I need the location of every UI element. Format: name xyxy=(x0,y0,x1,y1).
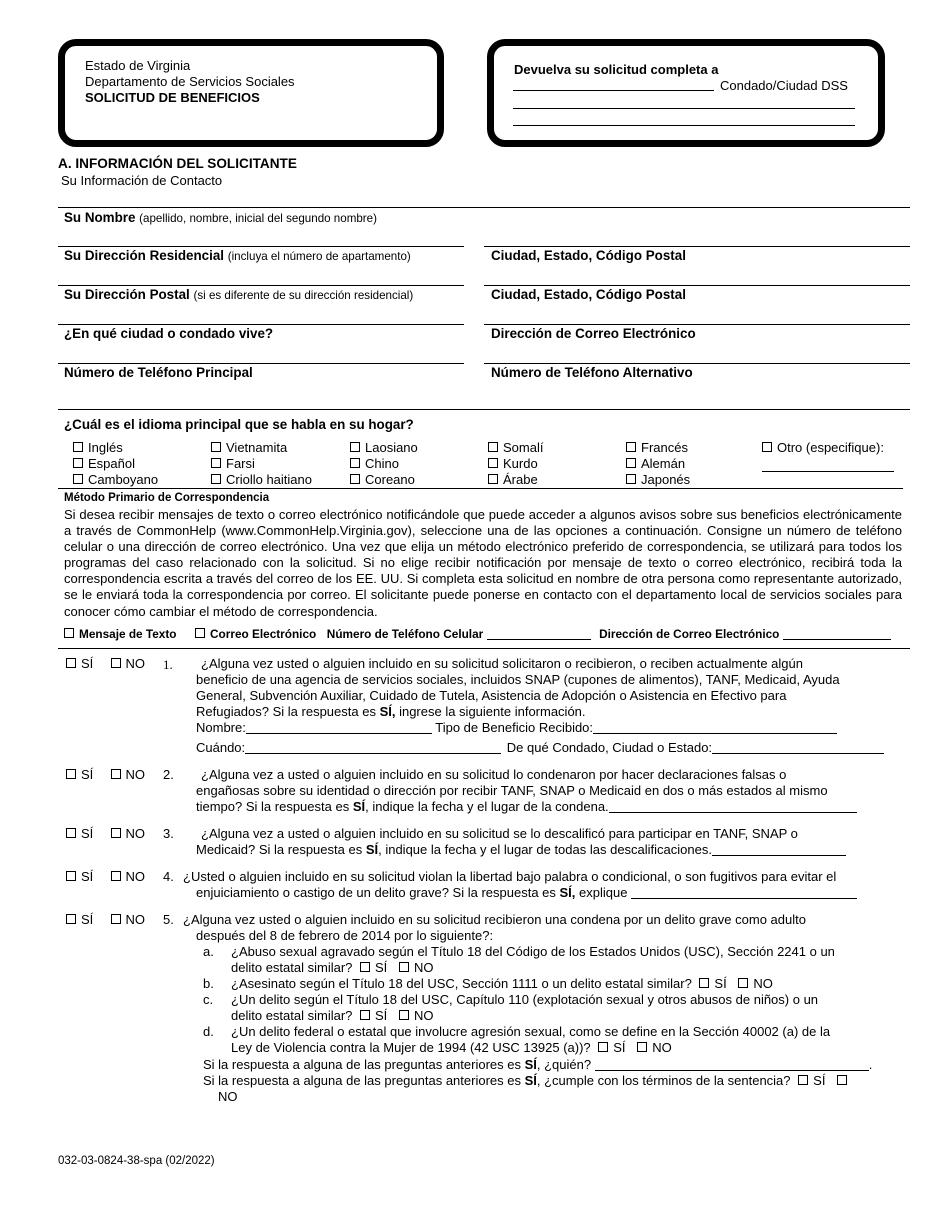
q5a-no[interactable]: NO xyxy=(391,960,434,975)
cell-phone-label: Número de Teléfono Celular xyxy=(326,627,484,641)
q4-text: ¿Usted o alguien incluido en su solicitud violan la libertad bajo palabra o condicional, o son fugitivos para evitar el enjuiciamiento o castigo de un delito grave? Si la respuesta es SÍ, explique xyxy=(183,869,903,901)
q5-letter-d: d. xyxy=(203,1024,214,1039)
language-label: Kurdo xyxy=(503,456,538,471)
q5-number: 5. xyxy=(163,912,174,927)
q2-answer-line[interactable] xyxy=(609,800,857,813)
rule-name xyxy=(58,246,464,247)
language-option[interactable] xyxy=(626,472,690,488)
q4-answer-line[interactable] xyxy=(631,886,857,899)
q1-yes[interactable]: SÍ xyxy=(66,656,93,671)
q5-yes-no xyxy=(66,912,145,927)
language-label: Árabe xyxy=(503,472,538,487)
language-option[interactable] xyxy=(211,440,287,456)
language-option[interactable] xyxy=(211,456,255,472)
language-other[interactable]: Otro (especifique): xyxy=(762,440,884,456)
form-number: 032-03-0824-38-spa (02/2022) xyxy=(58,1155,215,1167)
q5c-yes[interactable]: SÍ xyxy=(356,1008,387,1023)
language-option[interactable] xyxy=(488,472,538,488)
q5-text: ¿Alguna vez usted o alguien incluido en su solicitud recibieron una condena por un delito grave como adulto después del 8 de febrero de 2014 por lo siguiente?: xyxy=(183,912,806,944)
q1-text: ¿Alguna vez usted o alguien incluido en su solicitud solicitaron o recibieron, o reciben actualmente algún beneficio de una agencia de servicios sociales, incluidos SNAP (cupones de alimentos), TANF, Medicaid, Ayuda General, Subvención Auxiliar, Cuidado de Tutela, Asistencia de Adopción o Asistencia en Efectivo para Refugiados? Si la respuesta es SÍ, ingrese la siguiente información. Nombre: Tipo de Beneficio Recibido: Cuándo: De qué Condado, Ciudad o Estado: xyxy=(196,656,896,757)
q5-no[interactable]: NO xyxy=(111,912,146,927)
cell-phone-line[interactable] xyxy=(487,627,591,640)
language-option[interactable] xyxy=(626,440,688,456)
language-option[interactable] xyxy=(73,456,135,472)
q3-text: ¿Alguna vez a usted o alguien incluido en su solicitud se lo descalificó para participar en TANF, SNAP o Medicaid? Si la respuesta es SÍ, indique la fecha y el lugar de todas las descalificaciones. xyxy=(196,826,896,858)
language-checkbox[interactable] xyxy=(350,474,360,484)
language-label: Español xyxy=(88,456,135,471)
email-field[interactable]: Dirección de Correo Electrónico xyxy=(491,326,696,341)
language-label: Laosiano xyxy=(365,440,418,455)
q5-letter-b: b. xyxy=(203,976,214,991)
language-label: Japonés xyxy=(641,472,691,487)
section-a-subtitle: Su Información de Contacto xyxy=(61,173,223,188)
language-checkbox[interactable] xyxy=(73,442,83,452)
language-label: Coreano xyxy=(365,472,415,487)
rule-top xyxy=(58,207,910,208)
language-option[interactable] xyxy=(73,440,123,456)
language-option[interactable] xyxy=(350,472,415,488)
q5d-yes[interactable]: SÍ xyxy=(594,1040,625,1055)
checkbox-other[interactable] xyxy=(762,442,772,452)
q3-number: 3. xyxy=(163,826,174,841)
rule-corr xyxy=(58,648,910,649)
q1-name-line[interactable] xyxy=(246,721,432,734)
language-checkbox[interactable] xyxy=(626,474,636,484)
q2-yes-no xyxy=(66,767,145,782)
correspondence-paragraph: Si desea recibir mensajes de texto o correo electrónico notificándole que puede acceder a algunos avisos sobre sus beneficios electrónicamente a través de CommonHelp (www.CommonHelp.Virginia.gov), seleccione una de las opciones a continuación. Consigne un número de teléfono celular o una dirección de correo electrónico. Una vez que elija un método electrónico preferido de correspondencia, se utilizará para todos los programas del caso relacionado con la solicitud. Si no elige recibir notificación por mensaje de texto o correo electrónico, recibirá toda la correspondencia escrita a través del correo de los EE. UU. Si completa esta solicitud en nombre de otra persona como representante autorizado, se le enviará toda la correspondencia por correo. El solicitante puede ponerse en contacto con el departamento local de servicios sociales para conocer cómo cambiar el método de correspondencia. xyxy=(64,507,902,619)
language-checkbox[interactable] xyxy=(626,442,636,452)
language-label: Farsi xyxy=(226,456,255,471)
main-phone-field[interactable]: Número de Teléfono Principal xyxy=(64,365,253,380)
residential-address-field[interactable]: Su Dirección Residencial (incluya el número de apartamento) xyxy=(64,248,411,263)
q3-answer-line[interactable] xyxy=(712,843,846,856)
q5c-no[interactable]: NO xyxy=(391,1008,434,1023)
language-label: Inglés xyxy=(88,440,123,455)
language-label: Somalí xyxy=(503,440,544,455)
rule-res xyxy=(58,285,464,286)
language-option[interactable] xyxy=(488,456,538,472)
correspondence-email-line[interactable] xyxy=(783,627,891,640)
language-checkbox[interactable] xyxy=(626,458,636,468)
rule-city-right xyxy=(484,363,910,364)
q3-yes-no xyxy=(66,826,145,841)
q5-who: Si la respuesta a alguna de las preguntas anteriores es SÍ, ¿quién? . xyxy=(203,1057,873,1072)
q4-yes[interactable]: SÍ xyxy=(66,869,93,884)
q2-number: 2. xyxy=(163,767,174,782)
language-label: Francés xyxy=(641,440,688,455)
correspondence-title: Método Primario de Correspondencia xyxy=(64,492,270,504)
q5-terms-yes[interactable]: SÍ xyxy=(794,1073,825,1088)
language-option[interactable] xyxy=(211,472,312,488)
agency-header-box xyxy=(58,39,444,147)
residential-city-field[interactable]: Ciudad, Estado, Código Postal xyxy=(491,248,686,263)
q2-no[interactable]: NO xyxy=(111,767,146,782)
q5-item-c: ¿Un delito según el Título 18 del USC, Capítulo 110 (explotación sexual y otros abusos de niños) o un delito estatal similar? SÍ NO xyxy=(231,992,819,1024)
return-line-3[interactable] xyxy=(513,125,855,126)
q3-yes[interactable]: SÍ xyxy=(66,826,93,841)
rule-mail xyxy=(58,324,464,325)
q5-terms-no-label: NO xyxy=(218,1089,238,1105)
q5a-yes[interactable]: SÍ xyxy=(356,960,387,975)
q5b-no[interactable]: NO xyxy=(730,976,773,991)
language-checkbox[interactable] xyxy=(73,474,83,484)
mailing-address-field[interactable]: Su Dirección Postal (si es diferente de su dirección residencial) xyxy=(64,287,414,302)
return-line-2[interactable] xyxy=(513,108,855,109)
language-option[interactable] xyxy=(350,440,418,456)
q5d-no[interactable]: NO xyxy=(629,1040,672,1055)
language-option[interactable] xyxy=(488,440,543,456)
form-title: SOLICITUD DE BENEFICIOS xyxy=(85,90,260,105)
language-label: Vietnamita xyxy=(226,440,288,455)
q1-when-line[interactable] xyxy=(245,741,501,754)
q1-yes-no xyxy=(66,656,145,671)
q5-terms: Si la respuesta a alguna de las preguntas anteriores es SÍ, ¿cumple con los términos de la sentencia? SÍ NO xyxy=(203,1073,903,1105)
q3-no[interactable]: NO xyxy=(111,826,146,841)
q1-where-line[interactable] xyxy=(712,741,884,754)
language-question: ¿Cuál es el idioma principal que se habla en su hogar? xyxy=(64,417,414,432)
department-name: Departamento de Servicios Sociales xyxy=(85,74,295,89)
language-option[interactable] xyxy=(73,472,158,488)
return-suffix: Condado/Ciudad DSS xyxy=(720,78,848,93)
rule-name-right xyxy=(484,246,910,247)
language-checkbox[interactable] xyxy=(488,458,498,468)
q2-yes[interactable]: SÍ xyxy=(66,767,93,782)
language-checkbox[interactable] xyxy=(73,458,83,468)
section-a-title: A. INFORMACIÓN DEL SOLICITANTE xyxy=(58,156,297,171)
q4-number: 4. xyxy=(163,869,174,884)
q1-number: 1. xyxy=(163,657,173,672)
language-label: Camboyano xyxy=(88,472,159,487)
q5-item-b: ¿Asesinato según el Título 18 del USC, Sección 1111 o un delito estatal similar? SÍ NO xyxy=(231,976,773,991)
language-label: Alemán xyxy=(641,456,686,471)
rule-lang xyxy=(58,488,903,489)
q5-terms-no[interactable] xyxy=(829,1073,852,1088)
q1-no[interactable]: NO xyxy=(111,656,146,671)
correspondence-email-label: Dirección de Correo Electrónico xyxy=(599,627,780,641)
q5-yes[interactable]: SÍ xyxy=(66,912,93,927)
language-other-line[interactable] xyxy=(762,471,894,472)
q5b-yes[interactable]: SÍ xyxy=(695,976,726,991)
return-title: Devuelva su solicitud completa a xyxy=(514,62,719,77)
language-label: Criollo haitiano xyxy=(226,472,312,487)
rule-phone xyxy=(58,409,910,410)
language-checkbox[interactable] xyxy=(488,474,498,484)
language-checkbox[interactable] xyxy=(211,442,221,452)
return-address-box xyxy=(487,39,885,147)
q1-benefit-line[interactable] xyxy=(593,721,837,734)
rule-mail-right xyxy=(484,324,910,325)
language-option[interactable] xyxy=(626,456,685,472)
q5-item-a: ¿Abuso sexual agravado según el Título 18 del Código de los Estados Unidos (USC), Sección 2241 o un delito estatal similar? SÍ NO xyxy=(231,944,835,976)
language-checkbox[interactable] xyxy=(350,442,360,452)
q5-item-d: ¿Un delito federal o estatal que involucre agresión sexual, como se define en la Sección 40002 (a) de la Ley de Violencia contra la Mujer de 1994 (42 USC 13925 (a))? SÍ NO xyxy=(231,1024,831,1056)
option-email[interactable]: Correo Electrónico xyxy=(195,627,316,641)
language-label: Chino xyxy=(365,456,399,471)
q4-no[interactable]: NO xyxy=(111,869,146,884)
q5-who-line[interactable] xyxy=(595,1058,869,1071)
correspondence-options xyxy=(64,627,891,641)
language-checkbox[interactable] xyxy=(211,458,221,468)
alt-phone-field[interactable]: Número de Teléfono Alternativo xyxy=(491,365,693,380)
option-text-message[interactable]: Mensaje de Texto xyxy=(64,627,176,641)
q2-text: ¿Alguna vez a usted o alguien incluido en su solicitud lo condenaron por hacer declaraciones falsas o engañosas sobre su identidad o dirección por recibir TANF, SNAP o Medicaid en dos o más estados al mismo tiempo? Si la respuesta es SÍ, indique la fecha y el lugar de la condena. xyxy=(196,767,896,815)
language-option[interactable] xyxy=(350,456,399,472)
mailing-city-field[interactable]: Ciudad, Estado, Código Postal xyxy=(491,287,686,302)
q5-letter-c: c. xyxy=(203,992,214,1007)
language-checkbox[interactable] xyxy=(488,442,498,452)
rule-res-right xyxy=(484,285,910,286)
language-checkbox[interactable] xyxy=(211,474,221,484)
return-line-1[interactable] xyxy=(513,90,714,91)
state-name: Estado de Virginia xyxy=(85,58,191,73)
name-field[interactable]: Su Nombre (apellido, nombre, inicial del segundo nombre) xyxy=(64,210,377,225)
rule-city xyxy=(58,363,464,364)
city-county-field[interactable]: ¿En qué ciudad o condado vive? xyxy=(64,326,274,341)
language-checkbox[interactable] xyxy=(350,458,360,468)
q5-letter-a: a. xyxy=(203,944,214,959)
q4-yes-no xyxy=(66,869,145,884)
